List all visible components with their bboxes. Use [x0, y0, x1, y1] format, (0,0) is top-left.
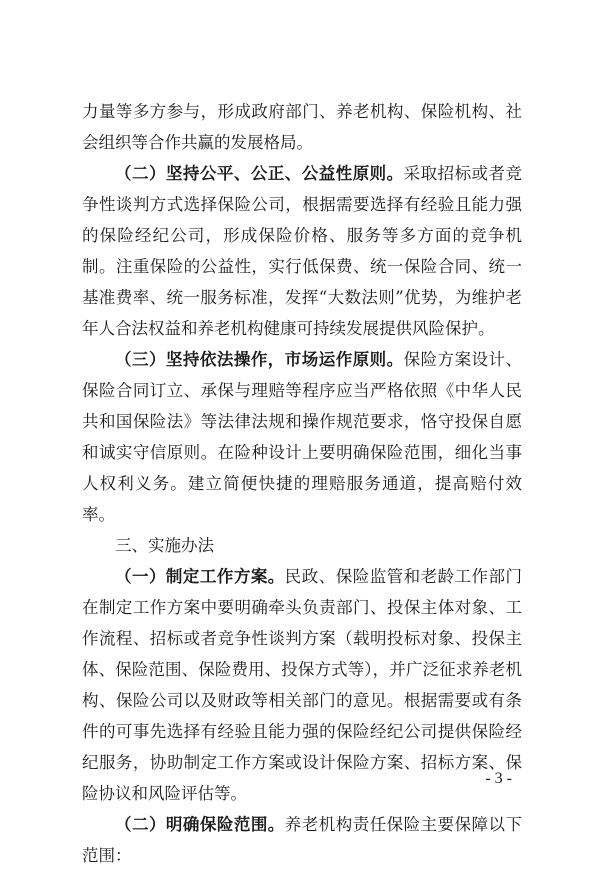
- paragraph-text: 民政、保险监管和老龄工作部门在制定工作方案中要明确牵头负责部门、投保主体对象、工作流程、招标或者竞争性谈判方案（载明投标对象、投保主体、保险范围、保险费用、投保方式等），并广泛征求养老机构、保险公司以及财政等相关部门的意见。根据需要或有条件的可事先选择有经验且能力强的保险经纪公司提供保险经纪服务，协助制定工作方案或设计保险方案、招标方案、保险协议和风险评估等。: [82, 567, 523, 803]
- paragraph-heading: （二）明确保险范围。: [115, 815, 285, 834]
- page-number: - 3 -: [485, 770, 512, 787]
- paragraph-heading: （二）坚持公平、公正、公益性原则。: [115, 164, 404, 183]
- paragraph-continuation: [82, 96, 522, 158]
- paragraph-work-plan: [82, 561, 522, 809]
- paragraph-principle-fairness: [82, 158, 522, 344]
- paragraph-heading: （三）坚持依法操作，市场运作原则。: [115, 350, 404, 369]
- paragraph-principle-legal: [82, 344, 522, 530]
- paragraph-text: 采取招标或者竞争性谈判方式选择保险公司，根据需要选择有经验且能力强的保险经纪公司，形成保险价格、服务等多方面的竞争机制。注重保险的公益性，实行低保费、统一保险合同、统一基准费率、统一服务标准，发挥“大数法则”优势，为维护老年人合法权益和养老机构健康可持续发展提供风险保护。: [82, 164, 523, 338]
- section-title: 三、实施办法: [115, 536, 214, 555]
- paragraph-text: 力量等多方参与，形成政府部门、养老机构、保险机构、社会组织等合作共赢的发展格局。: [82, 102, 522, 152]
- paragraph-text: 养老机构责任保险主要保障以下范围：: [82, 815, 523, 865]
- paragraph-text: 保险方案设计、保险合同订立、承保与理赔等程序应当严格依照《中华人民共和国保险法》等法律法规和操作规范要求，恪守投保自愿和诚实守信原则。在险种设计上要明确保险范围，细化当事人权利义务。建立简便快捷的理赔服务通道，提高赔付效率。: [82, 350, 523, 524]
- paragraph-insurance-scope: [82, 809, 522, 871]
- document-body: [82, 96, 522, 871]
- paragraph-heading: （一）制定工作方案。: [115, 567, 285, 586]
